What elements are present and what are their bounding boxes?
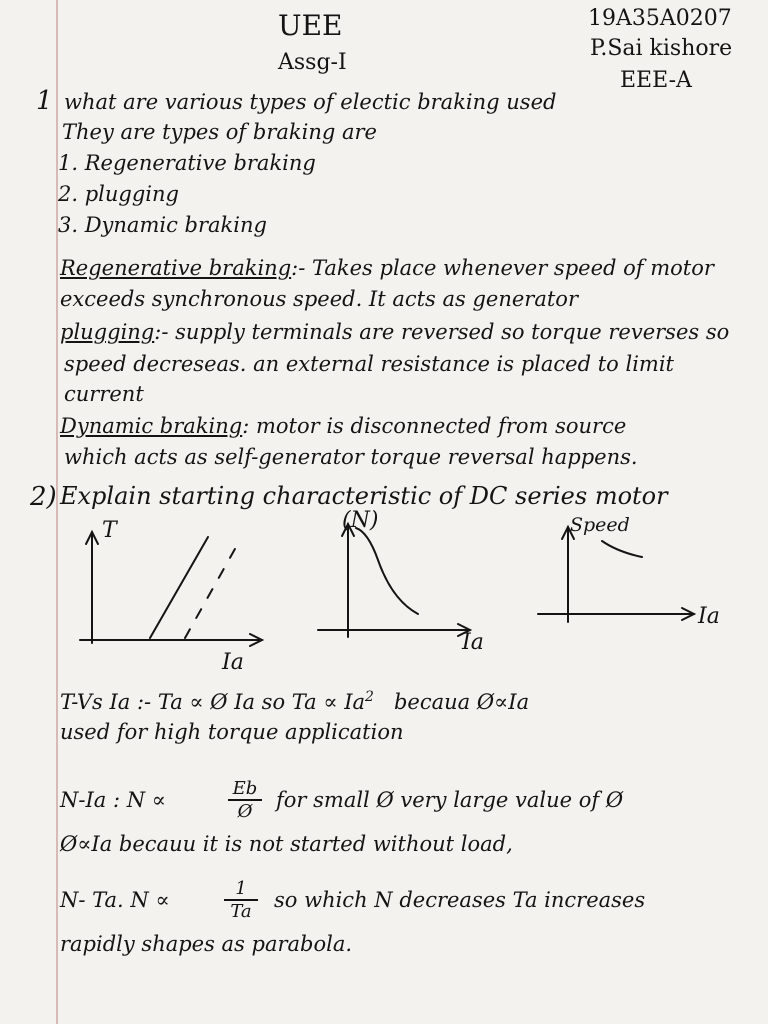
q1-number: 1 [36, 86, 53, 116]
eb-numerator: Eb [228, 778, 262, 801]
high-torque-line: used for high torque application [60, 720, 404, 744]
n-vs-ta-line-1-rest: so which N decreases Ta increases [274, 888, 646, 912]
student-name: P.Sai kishore [590, 36, 733, 61]
graph1-dashed-line [185, 540, 240, 638]
regen-definition-line-2: exceeds synchronous speed. It acts as generator [60, 287, 578, 311]
n-vs-ia-line-2: Ø∝Ia becauu it is not started without load, [60, 832, 513, 856]
graph3-speed-curve [602, 541, 642, 557]
graph2-x-label: Ia [462, 630, 484, 655]
assignment-title: Assg-I [278, 50, 347, 75]
dyn-definition-text: : motor is disconnected from source [242, 414, 627, 438]
eb-over-phi-fraction [228, 778, 262, 822]
q1-question: what are various types of electic braking used [64, 90, 557, 114]
roll-number: 19A35A0207 [588, 6, 732, 31]
one-numerator: 1 [224, 878, 258, 901]
n-vs-ia-line-1: N-Ia : N ∝ [60, 788, 166, 812]
plug-term: plugging [60, 320, 155, 344]
one-over-ta-fraction [224, 878, 258, 922]
t-vs-ia-reason: becaua Ø∝Ia [393, 690, 530, 714]
graph2-y-label: (N) [342, 508, 379, 533]
ta-denominator: Ta [230, 901, 252, 922]
graph1-x-label: Ia [222, 650, 244, 675]
subject-title: UEE [278, 9, 343, 42]
plug-definition-line-3: current [64, 382, 144, 406]
n-vs-ta-line-2: rapidly shapes as parabola. [60, 932, 353, 956]
n-vs-ia-line-1-rest: for small Ø very large value of Ø [276, 788, 624, 812]
list-item-dynamic: 3. Dynamic braking [58, 213, 267, 237]
branch: EEE-A [620, 68, 692, 93]
q2-number: 2) [30, 482, 57, 512]
t-vs-ia-square: 2 [365, 689, 374, 705]
regen-definition-text: :- Takes place whenever speed of motor [291, 256, 714, 280]
plug-definition-text: :- supply terminals are reversed so torque reverses so [154, 320, 730, 344]
graph1-torque-line [150, 537, 208, 638]
regen-term: Regenerative braking [60, 256, 292, 280]
graph3-x-label: Ia [698, 604, 720, 629]
graph2-speed-curve [356, 528, 418, 614]
n-vs-ta-line-1: N- Ta. N ∝ [60, 888, 170, 912]
graph3-y-label: Speed [570, 514, 630, 536]
list-item-regenerative: 1. Regenerative braking [58, 151, 316, 175]
dyn-definition-line-2: which acts as self-generator torque reversal happens. [64, 445, 638, 469]
phi-denominator: Ø [237, 801, 253, 822]
t-vs-ia-text: T-Vs Ia :- Ta ∝ Ø Ia so Ta ∝ Ia [60, 690, 366, 714]
plug-definition-line-2: speed decreseas. an external resistance is placed to limit [64, 352, 674, 376]
dyn-term: Dynamic braking [60, 414, 243, 438]
q1-intro: They are types of braking are [62, 120, 377, 144]
t-vs-ia-line [60, 690, 529, 713]
list-item-plugging: 2. plugging [58, 182, 179, 206]
q2-question: Explain starting characteristic of DC series motor [60, 482, 668, 510]
graph1-y-label: T [102, 518, 117, 543]
